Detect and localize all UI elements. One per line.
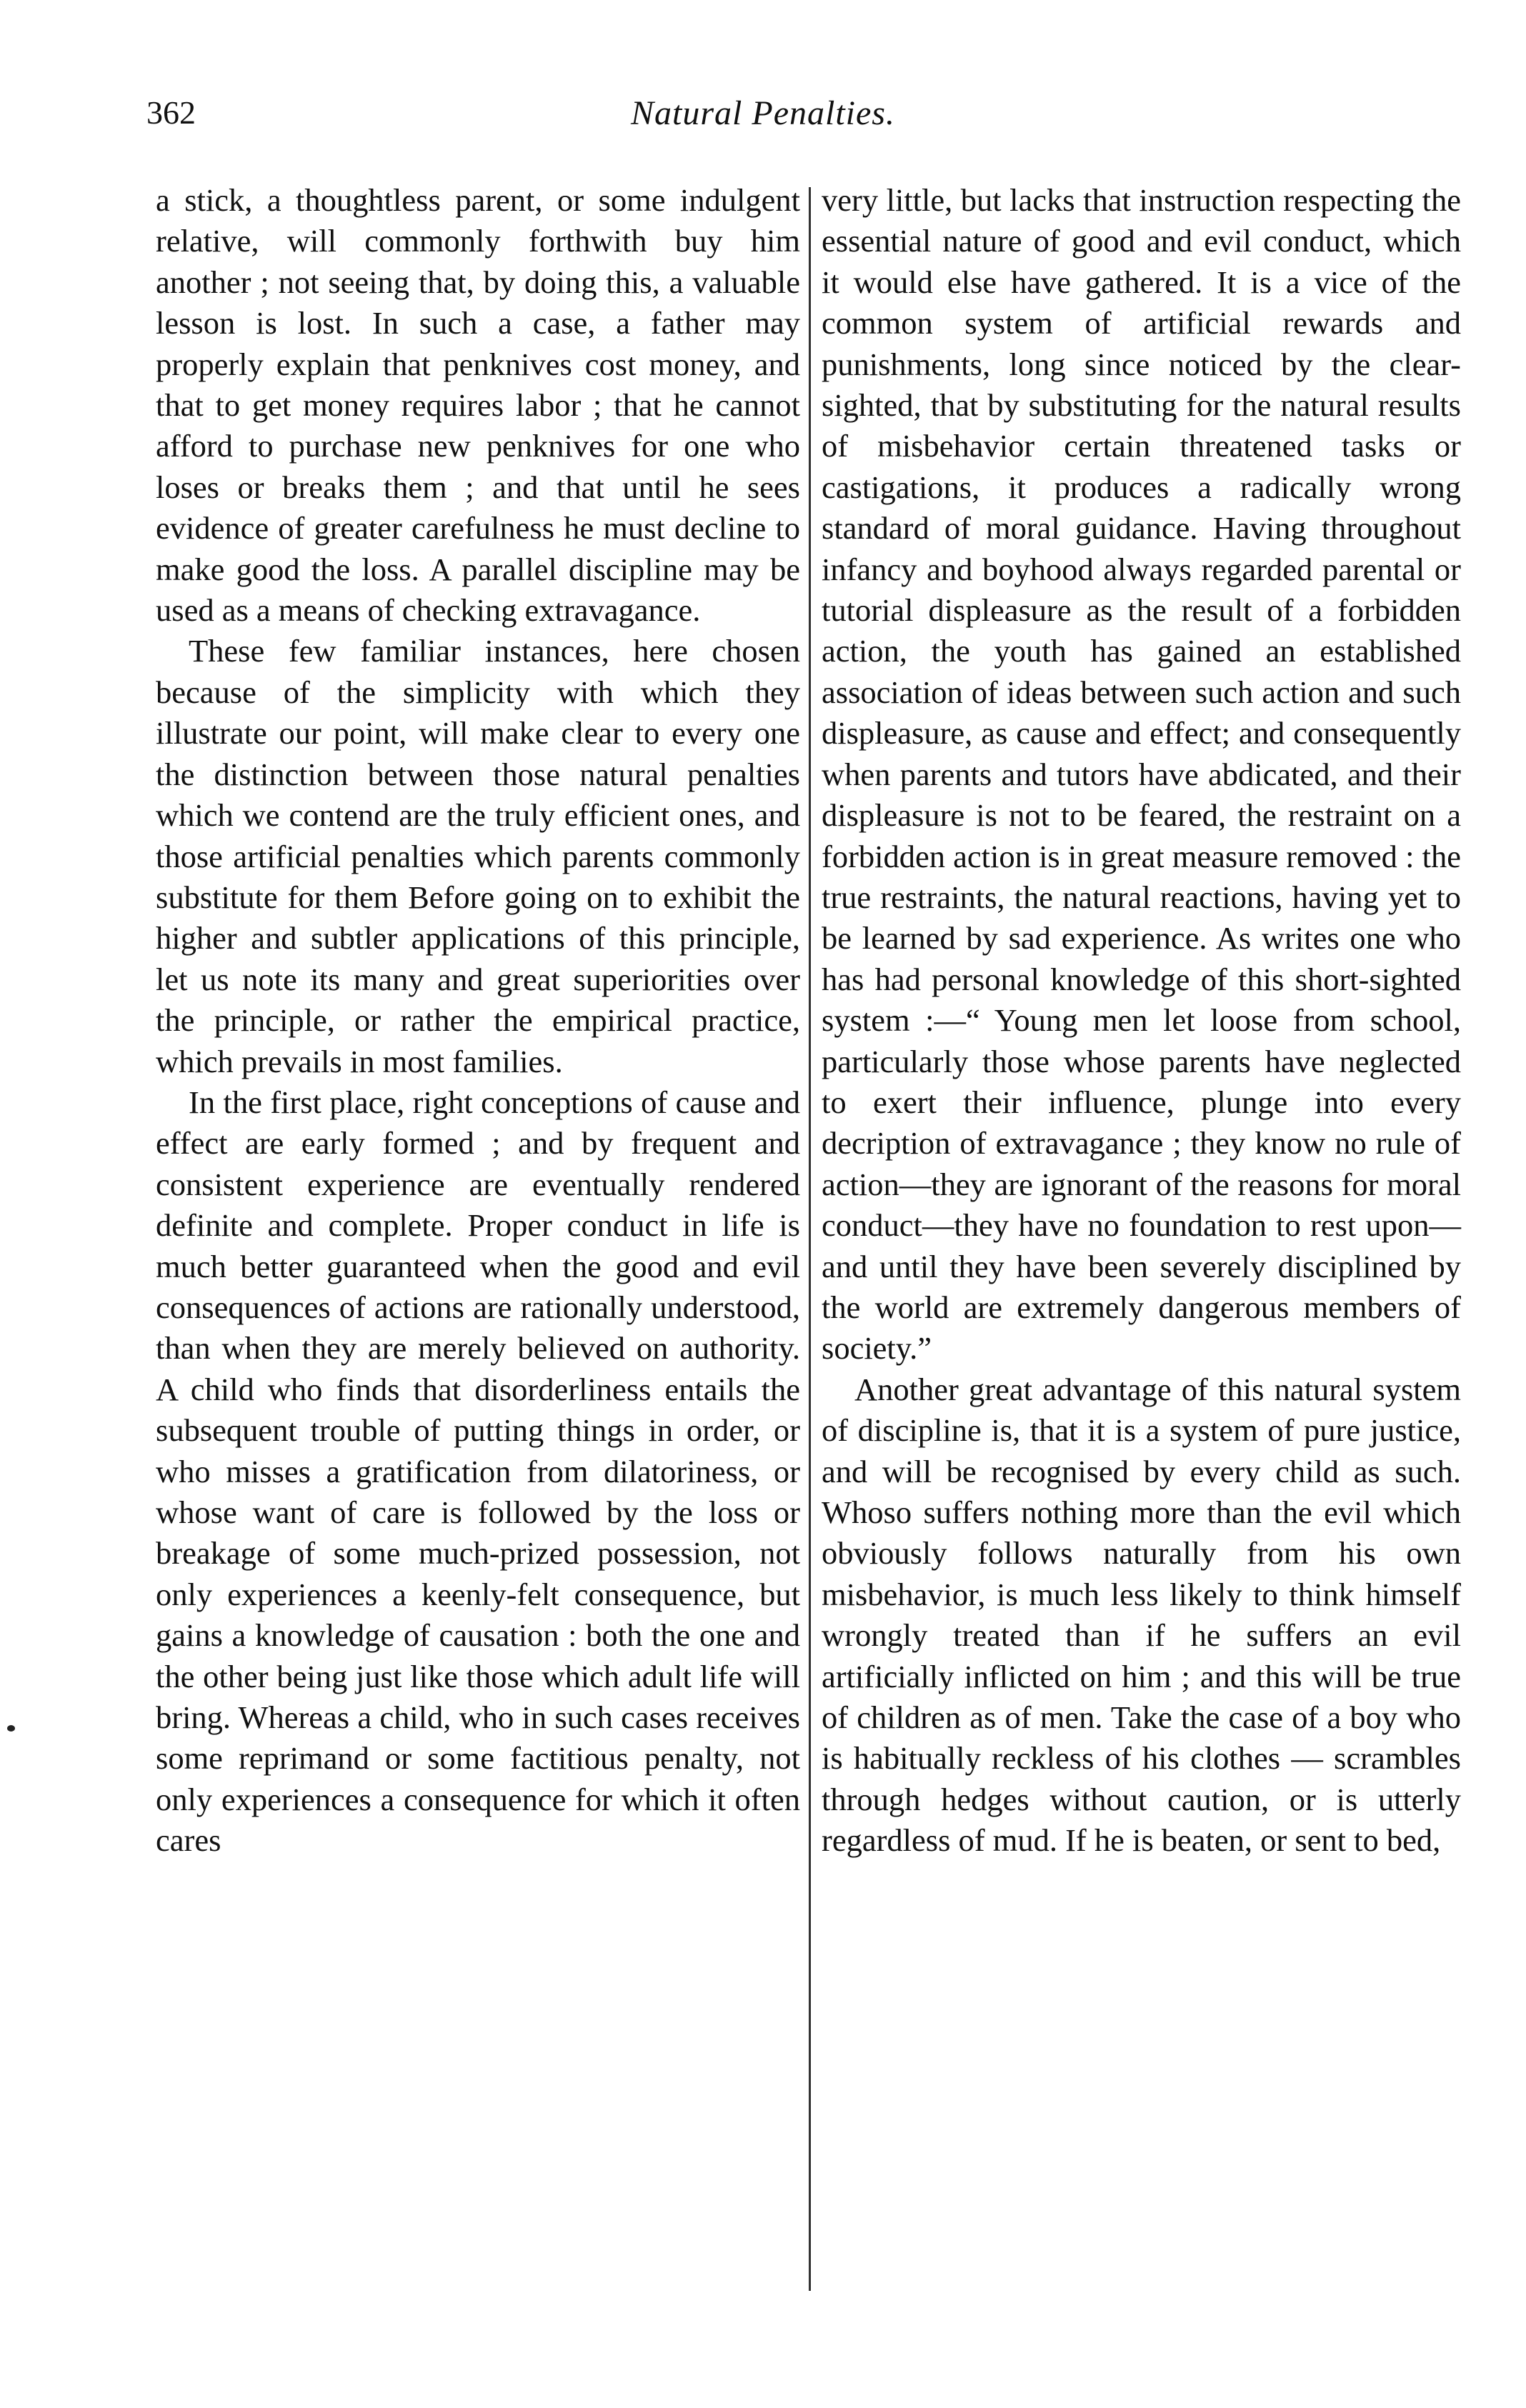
margin-ink-dot: [7, 1725, 15, 1732]
right-paragraph-2: Another great advantage of this natural system of discipline is, that it is a system of pure justice, and will be recognised by every child as such. Whoso suffers nothing more than the evil which obviously follows naturally from his own misbehavior, is much less likely to think himself wrongly treated than if he suffers an evil artificially inflicted on him ; and this will be true of children as of men. Take the case of a boy who is habitually reckless of his clothes — scrambles through hedges without caution, or is utterly regardless of mud. If he is beaten, or sent to bed,: [822, 1371, 1461, 1859]
page-number: 362: [146, 94, 196, 131]
running-title: Natural Penalties.: [631, 94, 895, 132]
right-paragraph-1: very little, but lacks that instruction respecting the essential nature of good and evil conduct, which it would else have gathered. It is a vice of the common system of artificial rewards and punishments, long since noticed by the clear-sighted, that by substituting for the natural results of misbehavior certain threatened tasks or castigations, it produces a radically wrong standard of moral guidance. Having throughout infancy and boyhood always regarded parental or tutorial displeasure as the result of a forbidden action, the youth has gained an established association of ideas between such action and such displeasure, as cause and effect; and consequently when parents and tutors have abdicated, and their displeasure is not to be feared, the restraint on a forbidden action is in great measure removed : the true restraints, the natural reactions, having yet to be learned by sad experience. As writes one who has had personal knowledge of this short-sighted system :—“ Young men let loose from school, particularly those whose parents have neglected to exert their influence, plunge into every decription of extravagance ; they know no rule of action—they are ignorant of the reasons for moral conduct—they have no foundation to rest upon—and until they have been severely disciplined by the world are extremely dangerous members of society.”: [822, 182, 1461, 1367]
column-divider: [809, 187, 811, 2291]
left-paragraph-2: These few familiar instances, here chosen because of the simplicity with which they illustrate our point, will make clear to every one the distinction between those natural penalties which we contend are the truly efficient ones, and those artificial penalties which parents commonly substitute for them Before going on to exhibit the higher and subtler applications of this principle, let us note its many and great superiorities over the principle, or rather the empirical practice, which prevails in most families.: [156, 633, 800, 1079]
left-column: [156, 180, 800, 1862]
left-paragraph-1: a stick, a thoughtless parent, or some indulgent relative, will commonly forthwith buy him another ; not seeing that, by doing this, a valuable lesson is lost. In such a case, a father may properly explain that penknives cost money, and that to get money requires labor ; that he cannot afford to purchase new penknives for one who loses or breaks them ; and that until he sees evidence of greater carefulness he must decline to make good the loss. A parallel discipline may be used as a means of checking extravagance.: [156, 182, 800, 629]
left-paragraph-3: In the first place, right conceptions of cause and effect are early formed ; and by frequent and consistent experience are eventually rendered definite and complete. Proper conduct in life is much better guaranteed when the good and evil consequences of actions are rationally understood, than when they are merely believed on authority. A child who finds that disorderliness entails the subsequent trouble of putting things in order, or who misses a gratification from dilatoriness, or whose want of care is followed by the loss or breakage of some much-prized possession, not only experiences a keenly-felt consequence, but gains a knowledge of causation : both the one and the other being just like those which adult life will bring. Whereas a child, who in such cases receives some reprimand or some factitious penalty, not only experiences a consequence for which it often cares: [156, 1084, 800, 1859]
right-column: [822, 180, 1461, 1862]
